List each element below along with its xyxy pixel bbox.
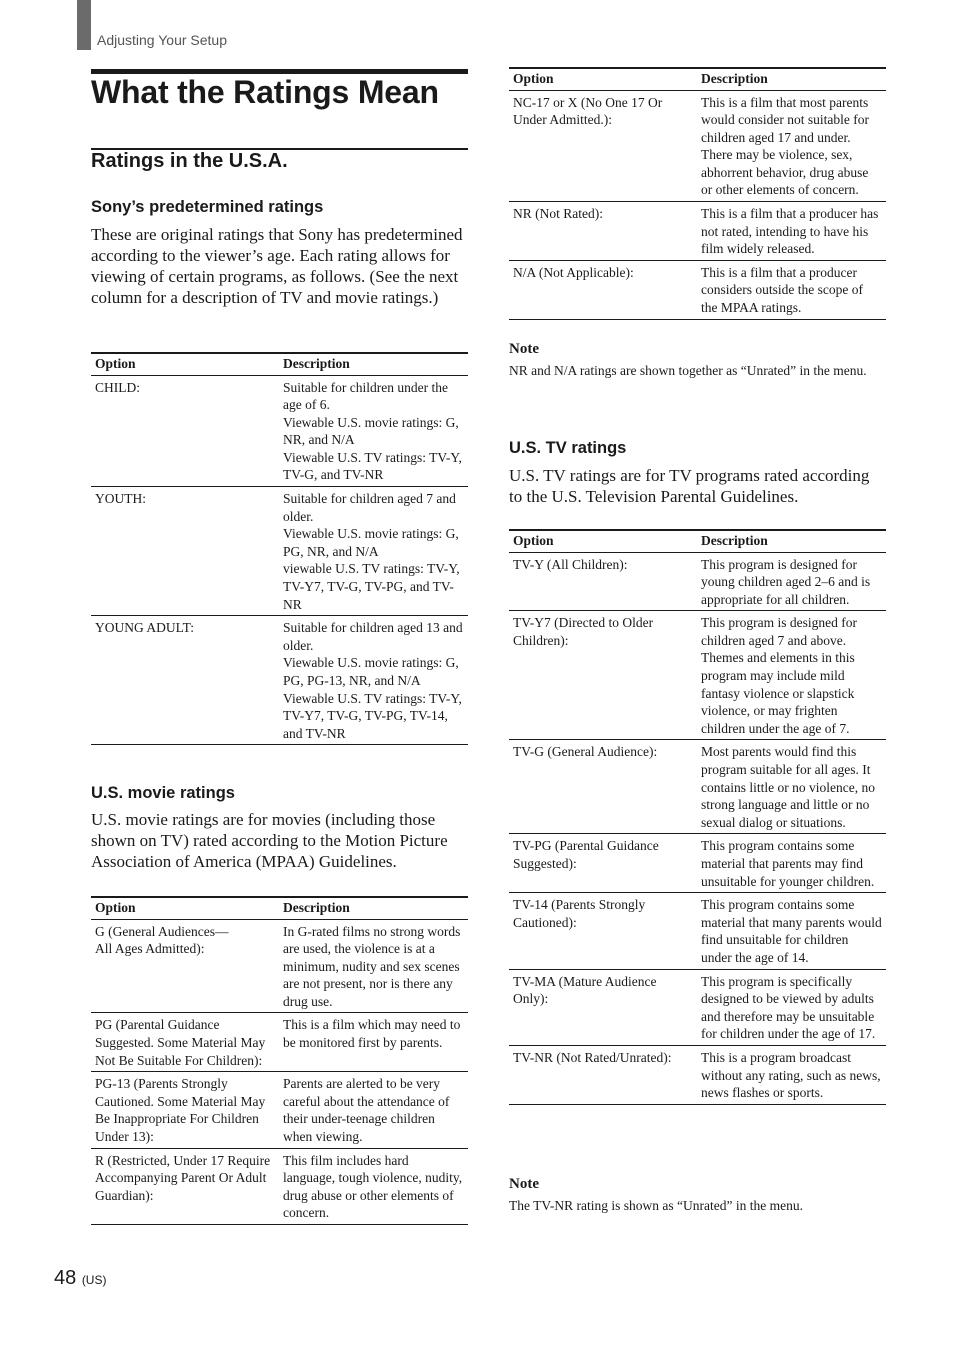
table-row [509,834,886,893]
option-cell: NR (Not Rated): [509,202,697,261]
option-cell: TV-NR (Not Rated/Unrated): [509,1045,697,1104]
option-cell: TV-G (General Audience): [509,740,697,834]
option-cell: YOUNG ADULT: [91,616,279,745]
description-cell: This film includes hard language, tough violence, nudity, drug abuse or other elements of concern. [279,1148,468,1224]
tv-ratings-table [509,529,886,1105]
description-cell: This is a film that a producer considers outside the scope of the MPAA ratings. [697,260,886,319]
description-cell: This program is designed for young children aged 2–6 and is appropriate for all children. [697,552,886,611]
table-row [509,969,886,1045]
option-cell: TV-PG (Parental Guidance Suggested): [509,834,697,893]
table-row [91,1013,468,1072]
table-row [509,202,886,261]
page-title: What the Ratings Mean [91,74,439,110]
table-row [91,375,468,487]
column-header-option: Option [509,530,697,552]
description-cell: In G-rated films no strong words are used, the violence is at a minimum, nudity and sex scenes are not present, nor is there any drug use. [279,919,468,1013]
description-cell: This program is specifically designed to be viewed by adults and therefore may be unsuitable for children under the age of 17. [697,969,886,1045]
option-cell: TV-MA (Mature Audience Only): [509,969,697,1045]
description-cell: Suitable for children aged 7 and older. Viewable U.S. movie ratings: G, PG, NR, and N/A viewable U.S. TV ratings: TV-Y, TV-Y7, TV-G, TV-PG, and TV-NR [279,487,468,616]
option-cell: G (General Audiences— All Ages Admitted): [91,919,279,1013]
option-cell: YOUTH: [91,487,279,616]
tv-note-text: The TV-NR rating is shown as “Unrated” in the menu. [509,1198,803,1213]
table-row [91,616,468,745]
description-cell: This program contains some material that many parents would find unsuitable for children under the age of 14. [697,893,886,969]
table-header-row [509,68,886,90]
page-region: (US) [81,1273,107,1287]
description-cell: Suitable for children under the age of 6. Viewable U.S. movie ratings: G, NR, and N/A Viewable U.S. TV ratings: TV-Y, TV-G, and TV-NR [279,375,468,487]
table-header-row [509,530,886,552]
table-header-row [91,353,468,375]
description-cell: This is a film that a producer has not rated, intending to have his film widely released. [697,202,886,261]
sony-ratings-table [91,352,468,745]
table-row [509,90,886,202]
option-cell: CHILD: [91,375,279,487]
page-number [54,1267,106,1290]
table-header-row [91,897,468,919]
table-row [509,740,886,834]
table-row [509,552,886,611]
option-cell: TV-Y7 (Directed to Older Children): [509,611,697,740]
column-header-description: Description [279,897,468,919]
section-label: Adjusting Your Setup [97,32,227,48]
column-header-option: Option [91,897,279,919]
table-row [509,893,886,969]
page-number-value: 48 [54,1267,77,1289]
column-header-description: Description [279,353,468,375]
table-row [509,611,886,740]
table-row [509,1045,886,1104]
column-header-description: Description [697,68,886,90]
table-row [91,1072,468,1148]
movie-ratings-intro: U.S. movie ratings are for movies (including those shown on TV) rated according to the Motion Picture Association of America (MPAA) Guidelines. [91,810,448,871]
table-row [91,1148,468,1224]
option-cell: PG (Parental Guidance Suggested. Some Material May Not Be Suitable For Children): [91,1013,279,1072]
movie-ratings-table-continued [509,67,886,320]
description-cell: This program contains some material that parents may find unsuitable for younger children. [697,834,886,893]
option-cell: TV-14 (Parents Strongly Cautioned): [509,893,697,969]
option-cell: TV-Y (All Children): [509,552,697,611]
section-tab-marker [77,0,91,50]
description-cell: Parents are alerted to be very careful about the attendance of their under-teenage children when viewing. [279,1072,468,1148]
option-cell: NC-17 or X (No One 17 Or Under Admitted.): [509,90,697,202]
movie-note-heading: Note [509,341,539,357]
tv-ratings-heading: U.S. TV ratings [509,439,627,457]
table-row [91,919,468,1013]
option-cell: PG-13 (Parents Strongly Cautioned. Some Material May Be Inappropriate For Children Under 13): [91,1072,279,1148]
movie-ratings-heading: U.S. movie ratings [91,784,235,802]
sony-ratings-heading: Sony’s predetermined ratings [91,198,324,216]
tv-note-heading: Note [509,1176,539,1192]
description-cell: Suitable for children aged 13 and older. Viewable U.S. movie ratings: G, PG, PG-13, NR, and N/A Viewable U.S. TV ratings: TV-Y, TV-Y7, TV-G, TV-PG, TV-14, and TV-NR [279,616,468,745]
description-cell: Most parents would find this program suitable for all ages. It contains little or no violence, no strong language and little or no sexual dialog or situations. [697,740,886,834]
table-row [509,260,886,319]
description-cell: This program is designed for children aged 7 and above. Themes and elements in this program may include mild fantasy violence or slapstick violence, or may frighten children under the age of 7. [697,611,886,740]
column-header-description: Description [697,530,886,552]
description-cell: This is a film that most parents would consider not suitable for children aged 17 and under. There may be violence, sex, abhorrent behavior, drug abuse or other elements of concern. [697,90,886,202]
movie-ratings-table [91,896,468,1225]
movie-note-text: NR and N/A ratings are shown together as “Unrated” in the menu. [509,363,867,378]
description-cell: This is a program broadcast without any rating, such as news, news flashes or sports. [697,1045,886,1104]
table-row [91,487,468,616]
column-header-option: Option [509,68,697,90]
section-heading: Ratings in the U.S.A. [91,150,288,172]
sony-ratings-intro: These are original ratings that Sony has predetermined according to the viewer’s age. Each rating allows for viewing of certain programs, as follows. (See the next column for a description of TV and movie ratings.) [91,225,463,307]
option-cell: R (Restricted, Under 17 Require Accompanying Parent Or Adult Guardian): [91,1148,279,1224]
tv-ratings-intro: U.S. TV ratings are for TV programs rated according to the U.S. Television Parental Guidelines. [509,466,870,506]
description-cell: This is a film which may need to be monitored first by parents. [279,1013,468,1072]
column-header-option: Option [91,353,279,375]
option-cell: N/A (Not Applicable): [509,260,697,319]
